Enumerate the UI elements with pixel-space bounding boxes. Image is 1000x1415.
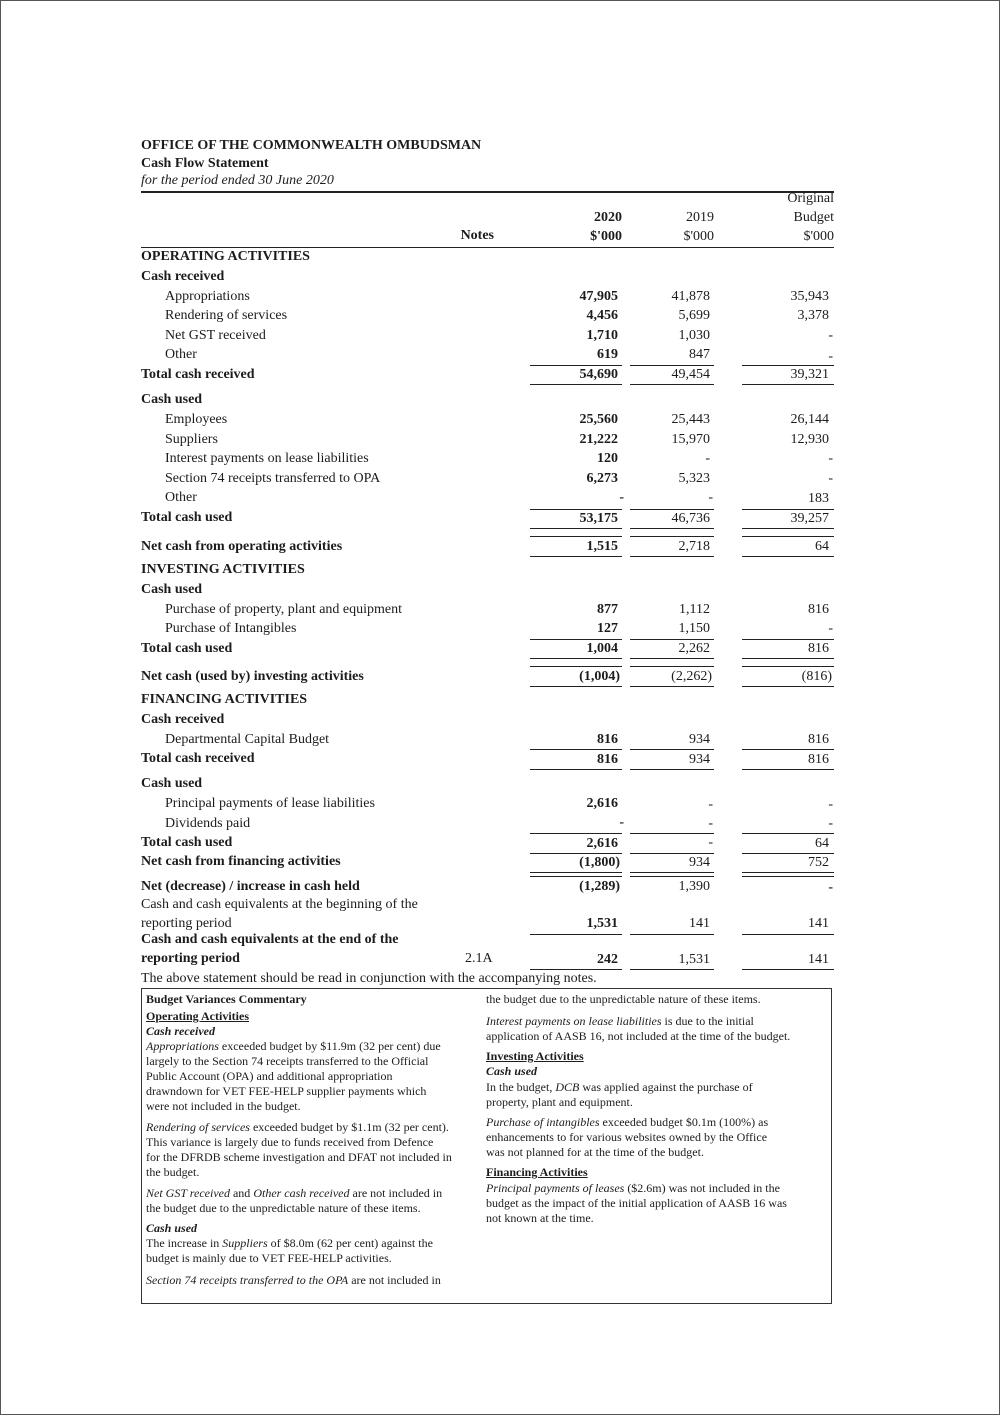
col-2019-unit: $'000 [683, 229, 714, 244]
commentary-line: Principal payments of leases ($2.6m) was not included in the [486, 1181, 780, 1195]
rule [742, 853, 834, 854]
rule [630, 666, 714, 667]
commentary-line: the budget due to the unpredictable nature of these items. [146, 1201, 421, 1215]
rule [742, 749, 834, 750]
commentary-line: were not included in the budget. [146, 1099, 301, 1113]
commentary-financing-heading: Financing Activities [486, 1165, 588, 1179]
rule [630, 769, 714, 770]
value-2019: 2,262 [678, 641, 710, 656]
value-2020: 1,515 [586, 539, 618, 554]
rule [630, 365, 714, 366]
row-label-line1: Cash and cash equivalents at the beginning of the [141, 897, 418, 912]
rule [742, 528, 834, 529]
value-2020: 53,175 [579, 511, 618, 526]
value-2019: 934 [689, 752, 710, 767]
subheading-cash-received: Cash received [141, 712, 225, 727]
rule [742, 872, 834, 873]
rule [530, 365, 622, 366]
statement-title: Cash Flow Statement [141, 156, 269, 171]
value-2020: 1,531 [586, 916, 618, 931]
value-2019: - [705, 451, 710, 466]
value-2019: - [708, 816, 713, 831]
value-2019: 41,878 [671, 289, 710, 304]
rule [742, 686, 834, 687]
commentary-line: Rendering of services exceeded budget by $1.1m (32 per cent). [146, 1120, 449, 1134]
rule [530, 686, 622, 687]
rule [742, 969, 834, 970]
rule [530, 536, 622, 537]
value-2019: 934 [689, 855, 710, 870]
commentary-line: In the budget, DCB was applied against the purchase of [486, 1080, 753, 1094]
value-budget: - [828, 880, 833, 895]
row-label: Purchase of Intangibles [165, 621, 297, 636]
rule [630, 528, 714, 529]
rule [530, 749, 622, 750]
rule [742, 556, 834, 557]
col-budget-line2: Budget [793, 210, 834, 225]
commentary-line: property, plant and equipment. [486, 1095, 633, 1109]
row-label: Net (decrease) / increase in cash held [141, 879, 360, 894]
value-2020: (1,004) [579, 669, 620, 684]
note-reference: 2.1A [465, 951, 493, 966]
value-budget: 141 [808, 952, 829, 967]
section-heading-financing: FINANCING ACTIVITIES [141, 692, 308, 707]
commentary-line: Purchase of intangibles exceeded budget $0.1m (100%) as [486, 1115, 769, 1129]
value-budget: 816 [808, 752, 829, 767]
row-label-line2: reporting period [141, 916, 232, 931]
commentary-line: Net GST received and Other cash received are not included in [146, 1186, 443, 1200]
value-budget: - [828, 349, 833, 364]
value-2019: 1,390 [678, 879, 710, 894]
row-label: Total cash used [141, 641, 233, 656]
value-2020: 1,004 [586, 641, 618, 656]
value-2020: 2,616 [586, 836, 618, 851]
rule [630, 536, 714, 537]
value-2019: - [708, 835, 713, 850]
rule [530, 639, 622, 640]
value-2019: 847 [689, 347, 710, 362]
value-2020: 619 [597, 347, 618, 362]
value-2020: - [619, 490, 624, 505]
value-budget: 26,144 [790, 412, 829, 427]
value-budget: 183 [808, 491, 829, 506]
value-2019: 934 [689, 732, 710, 747]
commentary-line: not known at the time. [486, 1211, 594, 1225]
value-2019: (2,262) [671, 669, 712, 684]
value-2019: 141 [689, 916, 710, 931]
section-heading-investing: INVESTING ACTIVITIES [141, 562, 305, 577]
rule [630, 876, 714, 877]
row-label: Net GST received [165, 328, 266, 343]
footnote: The above statement should be read in conjunction with the accompanying notes. [141, 971, 597, 986]
rule [742, 639, 834, 640]
value-2019: 15,970 [671, 432, 710, 447]
value-budget: (816) [801, 669, 832, 684]
rule [630, 384, 714, 385]
rule [742, 658, 834, 659]
rule [630, 853, 714, 854]
commentary-line: This variance is largely due to funds received from Defence [146, 1135, 434, 1149]
rule [530, 528, 622, 529]
commentary-line: enhancements to for various websites owned by the Office [486, 1130, 768, 1144]
value-2019: 2,718 [678, 539, 710, 554]
row-label-line1: Cash and cash equivalents at the end of the [141, 932, 399, 947]
value-budget: 141 [808, 916, 829, 931]
value-2019: 1,030 [678, 328, 710, 343]
value-budget: 816 [808, 732, 829, 747]
value-budget: 816 [808, 641, 829, 656]
rule [742, 365, 834, 366]
value-2020: 816 [597, 732, 618, 747]
value-2020: (1,289) [579, 879, 620, 894]
commentary-line: the budget. [146, 1165, 200, 1179]
org-name: OFFICE OF THE COMMONWEALTH OMBUDSMAN [141, 138, 482, 153]
value-2019: 1,531 [678, 952, 710, 967]
rule [742, 769, 834, 770]
value-2020: - [619, 815, 624, 830]
value-2020: 127 [597, 621, 618, 636]
value-2020: 877 [597, 602, 618, 617]
row-label: Section 74 receipts transferred to OPA [165, 471, 381, 486]
commentary-line: largely to the Section 74 receipts transferred to the Official [146, 1054, 429, 1068]
row-label: Principal payments of lease liabilities [165, 796, 375, 811]
value-2020: 47,905 [579, 289, 618, 304]
row-label-line2: reporting period [141, 951, 240, 966]
statement-period: for the period ended 30 June 2020 [141, 173, 334, 188]
commentary-cash-used: Cash used [486, 1064, 538, 1078]
rule [530, 509, 622, 510]
rule [630, 639, 714, 640]
rule [530, 872, 622, 873]
rule [630, 658, 714, 659]
rule [630, 686, 714, 687]
value-2020: 816 [597, 752, 618, 767]
row-label: Purchase of property, plant and equipment [165, 602, 403, 617]
row-label: Interest payments on lease liabilities [165, 451, 369, 466]
value-budget: 64 [815, 539, 829, 554]
rule [530, 658, 622, 659]
commentary-investing-heading: Investing Activities [486, 1049, 584, 1063]
rule [630, 749, 714, 750]
value-2020: 4,456 [586, 308, 618, 323]
value-budget: 816 [808, 602, 829, 617]
value-2019: 5,323 [678, 471, 710, 486]
value-2020: 1,710 [586, 328, 618, 343]
rule [530, 876, 622, 877]
rule [530, 769, 622, 770]
value-budget: - [828, 816, 833, 831]
value-2019: 25,443 [671, 412, 710, 427]
value-budget: - [828, 328, 833, 343]
rule [630, 833, 714, 834]
row-label: Dividends paid [165, 816, 251, 831]
commentary-line: Section 74 receipts transferred to the OPA are not included in [146, 1273, 441, 1287]
commentary-line: application of AASB 16, not included at the time of the budget. [486, 1029, 791, 1043]
col-notes-header: Notes [460, 228, 494, 243]
row-label: Appropriations [165, 289, 250, 304]
value-2019: 49,454 [671, 367, 710, 382]
value-budget: 3,378 [797, 308, 829, 323]
subheading-cash-received: Cash received [141, 269, 225, 284]
rule [742, 536, 834, 537]
row-label: Other [165, 347, 197, 362]
value-budget: 64 [815, 836, 829, 851]
rule [530, 556, 622, 557]
value-2020: 120 [597, 451, 618, 466]
rule [530, 384, 622, 385]
subheading-cash-used: Cash used [141, 776, 203, 791]
commentary-operating-heading: Operating Activities [146, 1009, 249, 1023]
rule [530, 833, 622, 834]
commentary-line: drawndown for VET FEE-HELP supplier payments which [146, 1084, 427, 1098]
row-label: Total cash received [141, 751, 255, 766]
col-2020-unit: $'000 [590, 229, 622, 244]
row-label: Other [165, 490, 197, 505]
rule [742, 384, 834, 385]
row-label: Net cash (used by) investing activities [141, 669, 364, 684]
commentary-cash-used: Cash used [146, 1221, 198, 1235]
column-header-rule [141, 247, 834, 248]
value-budget: 39,321 [790, 367, 829, 382]
header-rule [141, 191, 834, 193]
row-label: Net cash from financing activities [141, 854, 341, 869]
row-label: Total cash used [141, 835, 233, 850]
commentary-line: Public Account (OPA) and additional appropriation [146, 1069, 393, 1083]
rule [630, 969, 714, 970]
col-2019-year: 2019 [686, 210, 714, 225]
rule [742, 876, 834, 877]
subheading-cash-used: Cash used [141, 582, 203, 597]
value-2020: 25,560 [579, 412, 618, 427]
rule [742, 934, 834, 935]
value-2020: 6,273 [586, 471, 618, 486]
value-budget: - [828, 797, 833, 812]
value-2020: 242 [597, 952, 618, 967]
commentary-line: for the DFRDB scheme investigation and DFAT not included in [146, 1150, 452, 1164]
subheading-cash-used: Cash used [141, 392, 203, 407]
col-budget-line1: Original [787, 191, 834, 206]
commentary-line: budget is mainly due to VET FEE-HELP activities. [146, 1251, 392, 1265]
value-2020: 21,222 [579, 432, 618, 447]
value-2019: - [708, 490, 713, 505]
row-label: Rendering of services [165, 308, 288, 323]
value-2020: 54,690 [579, 367, 618, 382]
rule [742, 666, 834, 667]
value-budget: 39,257 [790, 511, 829, 526]
value-2020: 2,616 [586, 796, 618, 811]
value-budget: 35,943 [790, 289, 829, 304]
commentary-line: Interest payments on lease liabilities is due to the initial [486, 1014, 754, 1028]
rule [742, 833, 834, 834]
rule [742, 509, 834, 510]
value-budget: - [828, 451, 833, 466]
rule [630, 509, 714, 510]
col-2020-year: 2020 [594, 210, 622, 225]
commentary-line: was not planned for at the time of the budget. [486, 1145, 704, 1159]
commentary-cash-received: Cash received [146, 1024, 215, 1038]
row-label: Net cash from operating activities [141, 539, 343, 554]
rule [530, 969, 622, 970]
rule [530, 666, 622, 667]
col-budget-unit: $'000 [803, 229, 834, 244]
row-label: Total cash received [141, 367, 255, 382]
commentary-title: Budget Variances Commentary [146, 992, 307, 1006]
value-2020: (1,800) [579, 855, 620, 870]
rule [630, 872, 714, 873]
value-budget: 12,930 [790, 432, 829, 447]
row-label: Total cash used [141, 510, 233, 525]
value-budget: 752 [808, 855, 829, 870]
rule [530, 853, 622, 854]
rule [530, 934, 622, 935]
value-budget: - [828, 471, 833, 486]
commentary-line: The increase in Suppliers of $8.0m (62 per cent) against the [146, 1236, 433, 1250]
value-2019: 1,150 [678, 621, 710, 636]
value-2019: 5,699 [678, 308, 710, 323]
value-2019: 46,736 [671, 511, 710, 526]
commentary-line: Appropriations exceeded budget by $11.9m (32 per cent) due [146, 1039, 441, 1053]
rule [630, 556, 714, 557]
commentary-line: budget as the impact of the initial application of AASB 16 was [486, 1196, 787, 1210]
row-label: Employees [165, 412, 228, 427]
row-label: Suppliers [165, 432, 218, 447]
value-2019: - [708, 797, 713, 812]
section-heading-operating: OPERATING ACTIVITIES [141, 249, 310, 264]
row-label: Departmental Capital Budget [165, 732, 330, 747]
commentary-line: the budget due to the unpredictable nature of these items. [486, 992, 761, 1006]
value-budget: - [828, 621, 833, 636]
value-2019: 1,112 [679, 602, 710, 617]
rule [630, 934, 714, 935]
